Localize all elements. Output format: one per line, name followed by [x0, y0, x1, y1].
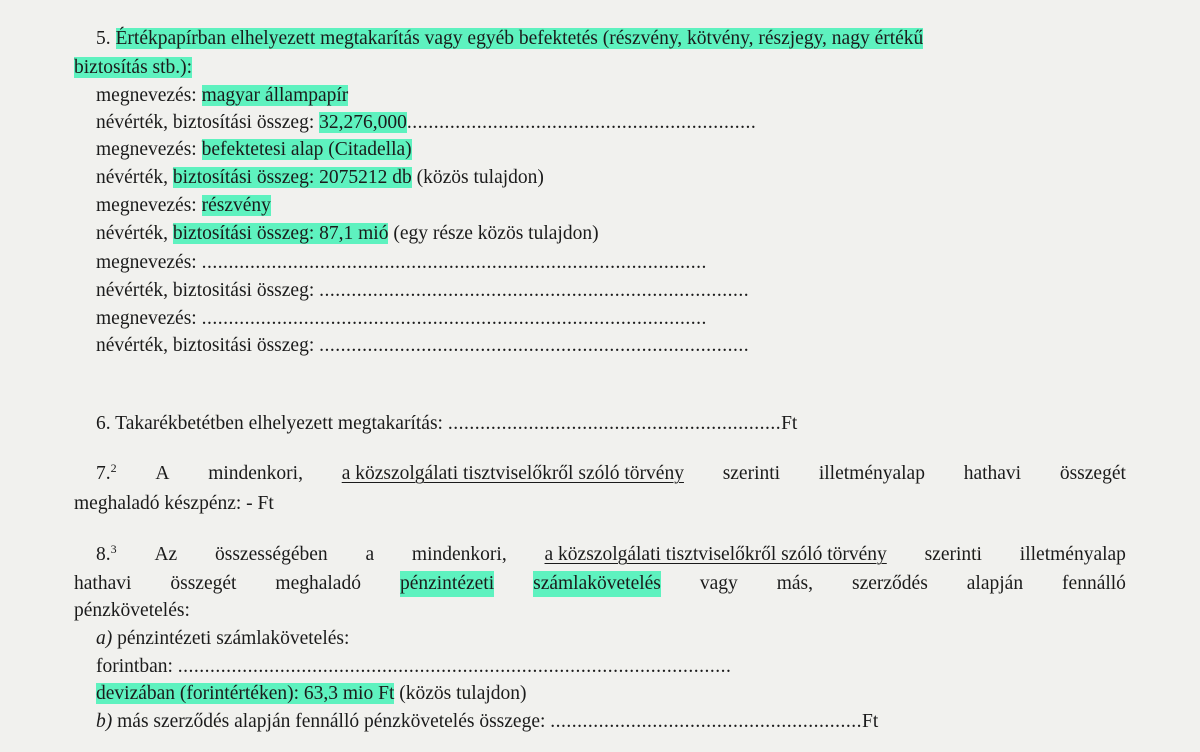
section8-b-row — [96, 709, 878, 735]
entry5-value-row — [96, 333, 749, 359]
section7-footnote: 2 — [110, 461, 117, 475]
entry1-value: 32,276,000 — [319, 112, 407, 133]
item-b-dots: .......................................................... — [550, 711, 863, 732]
word: Az — [154, 544, 178, 565]
law-reference-link[interactable]: a közszolgálati tisztviselőkről szóló törvény — [544, 544, 887, 565]
section7-cash-text: meghaladó készpénz: - Ft — [74, 493, 274, 514]
entry5-value-dots: ................................................................................ — [319, 335, 750, 356]
entry3-name-row — [96, 193, 271, 219]
word: a — [365, 544, 375, 565]
label-megnevezes: megnevezés: — [96, 252, 197, 273]
label-nevertek: névérték, biztositási összeg: — [96, 335, 315, 356]
label-nevertek: névérték, — [96, 167, 169, 188]
entry1-dots: ................................................................. — [406, 112, 757, 133]
section8-line3 — [74, 598, 190, 624]
deviza-value: devizában (forintértéken): 63,3 mio Ft — [96, 683, 395, 704]
label-megnevezes: megnevezés: — [96, 195, 197, 216]
item-a-text: pénzintézeti számlakövetelés: — [117, 628, 350, 649]
word: vagy — [699, 573, 738, 594]
word: összességében — [215, 544, 328, 565]
entry2-value-row — [96, 165, 544, 191]
section5-title-text-cont: biztosítás stb.): — [74, 57, 193, 78]
word: hathavi — [963, 463, 1022, 484]
law-reference-link[interactable]: a közszolgálati tisztviselőkről szóló törvény — [341, 463, 684, 484]
section8-line1 — [96, 542, 1126, 568]
section6-row — [96, 411, 797, 437]
entry2-name-value: befektetesi alap (Citadella) — [201, 139, 412, 160]
item-b-marker: b) — [96, 711, 113, 732]
word: fennálló — [1062, 573, 1126, 594]
entry3-value: biztosítási összeg: 87,1 mió — [172, 223, 389, 244]
entry3-value-row — [96, 221, 599, 247]
item-b-unit: Ft — [862, 711, 879, 732]
entry1-value-row — [96, 110, 756, 136]
highlighted-word: pénzintézeti — [400, 571, 494, 597]
forint-label: forintban: — [96, 656, 173, 677]
label-megnevezes: megnevezés: — [96, 308, 197, 329]
entry3-note: (egy része közös tulajdon) — [393, 223, 599, 244]
section6-text: 6. Takarékbetétben elhelyezett megtakarítás: — [96, 413, 443, 434]
highlighted-word: számlakövetelés — [533, 571, 661, 597]
label-nevertek: névérték, biztositási összeg: — [96, 280, 315, 301]
section8-footnote: 3 — [110, 542, 117, 556]
item-b-text: más szerződés alapján fennálló pénzkövetelés összege: — [117, 711, 546, 732]
entry1-name-row — [96, 83, 348, 109]
section8-line2 — [74, 571, 1126, 597]
word: szerinti — [722, 463, 781, 484]
word: A — [155, 463, 170, 484]
forint-dots: ....................................................................................................... — [177, 656, 732, 677]
section5-title-line2 — [74, 55, 192, 81]
section8-forint-row — [96, 654, 731, 680]
deviza-note: (közös tulajdon) — [399, 683, 527, 704]
section8-number: 8. — [96, 544, 111, 565]
label-megnevezes: megnevezés: — [96, 85, 197, 106]
label-megnevezes: megnevezés: — [96, 139, 197, 160]
word: szerződés — [852, 573, 928, 594]
entry5-name-row — [96, 306, 707, 332]
section7-line2 — [74, 491, 274, 517]
section7-line1 — [96, 461, 1126, 487]
entry2-note: (közös tulajdon) — [416, 167, 544, 188]
entry5-name-dots: .............................................................................................. — [201, 308, 707, 329]
section5-title-line1 — [96, 26, 923, 52]
item-a-marker: a) — [96, 628, 113, 649]
word: mindenkori, — [208, 463, 303, 484]
section5-title-text: Értékpapírban elhelyezett megtakarítás vagy egyéb befektetés (részvény, kötvény, részjegy, nagy értékű — [115, 28, 924, 49]
word: alapján — [966, 573, 1024, 594]
entry4-value-row — [96, 278, 749, 304]
word: más, — [776, 573, 814, 594]
section8-deviza-row — [96, 681, 527, 707]
entry3-name-value: részvény — [201, 195, 271, 216]
entry2-value: biztosítási összeg: 2075212 db — [172, 167, 412, 188]
word: összegét — [1059, 463, 1126, 484]
entry4-name-row — [96, 250, 707, 276]
section8-claims-label: pénzkövetelés: — [74, 600, 190, 621]
section6-unit: Ft — [781, 413, 798, 434]
entry4-name-dots: .............................................................................................. — [201, 252, 707, 273]
label-nevertek: névérték, biztosítási összeg: — [96, 112, 315, 133]
word: meghaladó — [275, 573, 361, 594]
section6-dots: .............................................................. — [447, 413, 782, 434]
word: illetményalap — [818, 463, 925, 484]
entry1-name-value: magyar állampapír — [201, 85, 349, 106]
label-nevertek: névérték, — [96, 223, 169, 244]
section8-a-row — [96, 626, 349, 652]
word: összegét — [170, 573, 237, 594]
word: mindenkori, — [411, 544, 507, 565]
section5-number: 5. — [96, 28, 111, 49]
section7-number: 7. — [96, 463, 111, 484]
entry4-value-dots: ................................................................................ — [319, 280, 750, 301]
word: illetményalap — [1019, 544, 1126, 565]
word: hathavi — [74, 573, 132, 594]
entry2-name-row — [96, 137, 412, 163]
word: szerinti — [924, 544, 982, 565]
